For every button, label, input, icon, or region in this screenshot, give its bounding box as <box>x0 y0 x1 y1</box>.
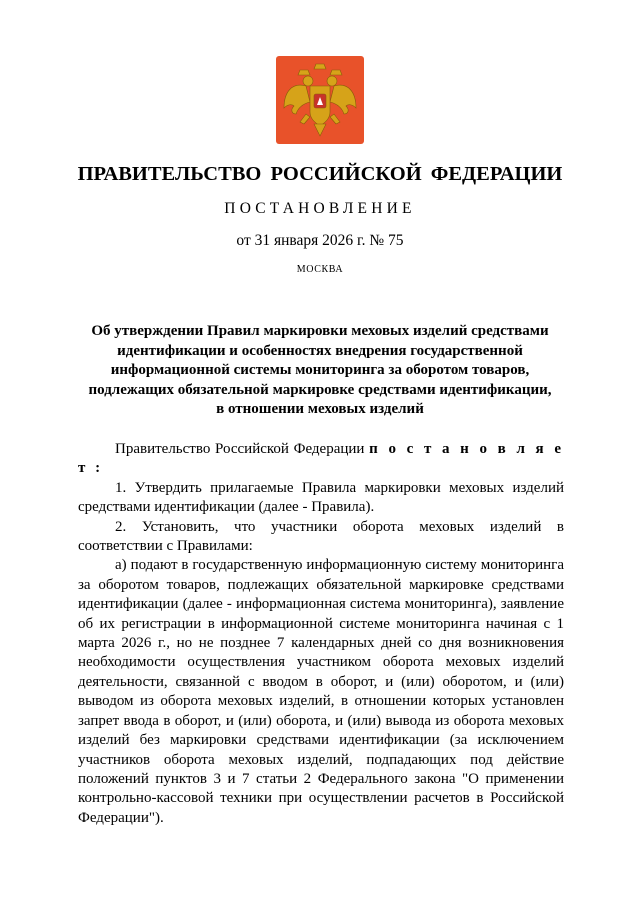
subject-line: Об утверждении Правил маркировки меховых изделий средствами <box>91 323 549 339</box>
paragraph-item-2a: а) подают в государственную информационную систему мониторинга за оборотом товаров, подлежащих обязательной маркировке средствами идентификации (далее - информационная система мониторинга), заявление об их регистрации в информационной системе мониторинга начиная с 1 марта 2026 г., но не позднее 7 календарных дней со дня возникновения необходимости осуществления участником оборота меховых изделий деятельности, связанной с вводом в оборот, и (или) оборотом, и (или) выводом из оборота меховых изделий, в отношении которых установлен запрет ввода в оборот, и (или) оборота, и (или) вывода из оборота меховых изделий без маркировки средствами идентификации (за исключением участников оборота меховых изделий, подпадающих под действие положений пунктов 3 и 7 статьи 2 Федерального закона "О применении контрольно-кассовой техники при осуществлении расчетов в Российской Федерации"). <box>78 557 564 826</box>
subject-line: идентификации и особенностях внедрения государственной <box>117 342 523 359</box>
preamble-resolves: п о с т а н о в л я е т : <box>78 441 564 477</box>
government-title: ПРАВИТЕЛЬСТВО РОССИЙСКОЙ ФЕДЕРАЦИИ <box>77 163 563 185</box>
paragraph-item-1: 1. Утвердить прилагаемые Правила маркировки меховых изделий средствами идентификации (далее - Правила). <box>78 479 564 516</box>
subject-line: подлежащих обязательной маркировке средствами идентификации, <box>88 381 552 398</box>
subject-line: в отношении меховых изделий <box>216 401 424 418</box>
document-city: МОСКВА <box>296 264 344 275</box>
document-type: ПОСТАНОВЛЕНИЕ <box>224 200 416 217</box>
document-body <box>78 440 564 828</box>
paragraph-item-2: 2. Установить, что участники оборота меховых изделий в соответствии с Правилами: <box>78 518 564 555</box>
subject-line: информационной системы мониторинга за оборотом товаров, <box>110 362 530 379</box>
preamble-text: Правительство Российской Федерации <box>115 441 370 457</box>
document-subject <box>70 322 570 420</box>
coat-of-arms-icon <box>276 56 364 144</box>
preamble-paragraph <box>78 440 564 479</box>
document-date-number: от 31 января 2026 г. № 75 <box>236 232 404 249</box>
